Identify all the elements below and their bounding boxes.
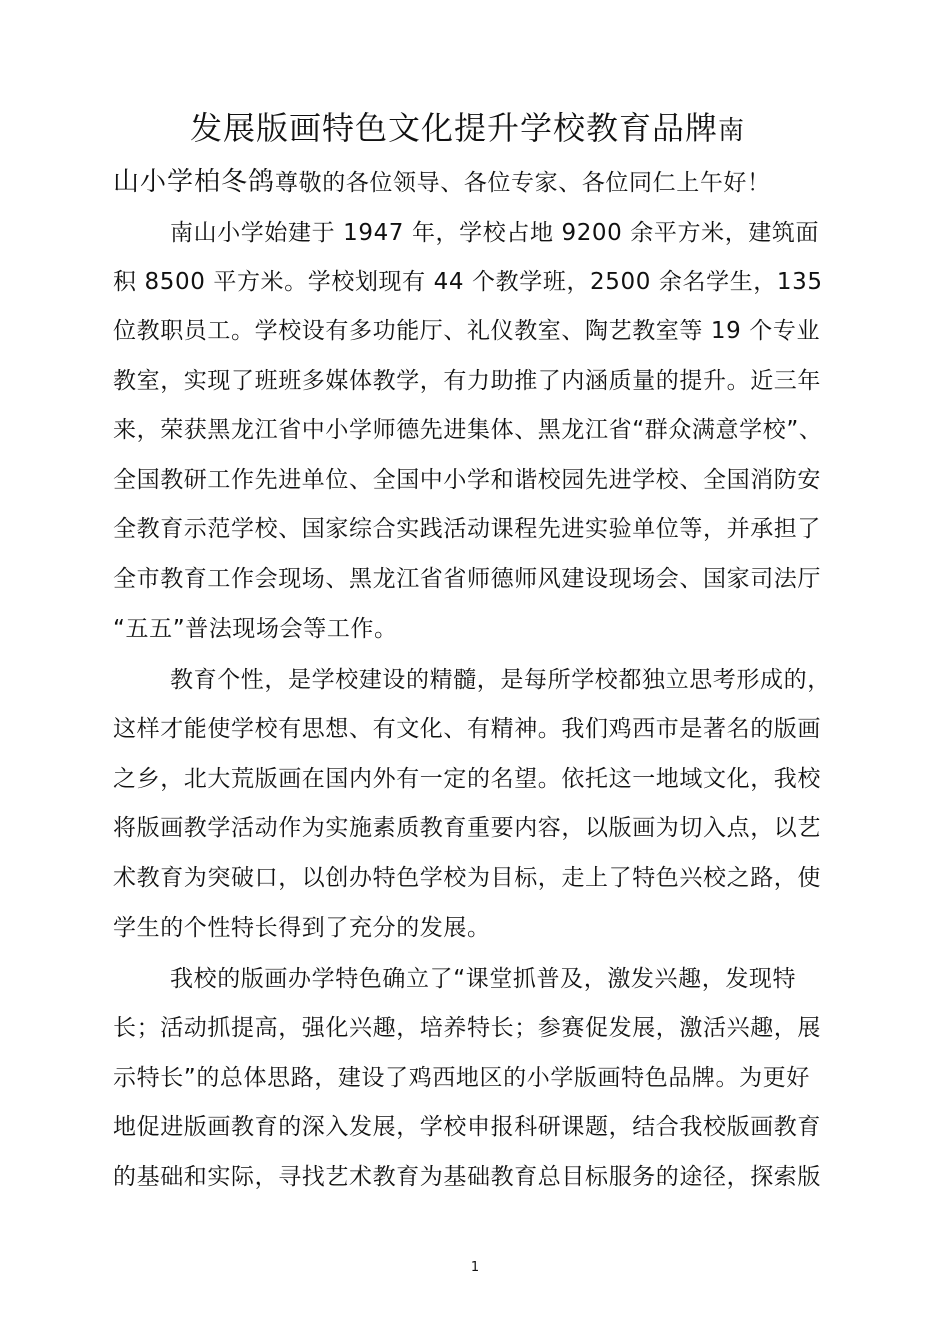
paragraph-3-line-2: 长；活动抓提高，强化兴趣，培养特长；参赛促发展，激活兴趣，展: [113, 1015, 821, 1041]
title-line-1: [190, 108, 930, 151]
paragraph-3-line-1: 我校的版画办学特色确立了“课堂抓普及，激发兴趣，发现特: [170, 966, 797, 992]
paragraph-3-line-3: 示特长”的总体思路，建设了鸡西地区的小学版画特色品牌。为更好: [113, 1065, 810, 1091]
greeting-text: 尊敬的各位领导、各位专家、各位同仁上午好！: [275, 170, 771, 196]
paragraph-3-line-5: 的基础和实际，寻找艺术教育为基础教育总目标服务的途径，探索版: [113, 1164, 821, 1190]
page-number: 1: [470, 1260, 480, 1275]
paragraph-1-line-5: 来，荣获黑龙江省中小学师德先进集体、黑龙江省“群众满意学校”、: [113, 417, 823, 443]
paragraph-2-line-5: 术教育为突破口，以创办特色学校为目标，走上了特色兴校之路，使: [113, 865, 821, 891]
paragraph-1-line-7: 全教育示范学校、国家综合实践活动课程先进实验单位等，并承担了: [113, 516, 821, 542]
paragraph-1-line-4: 教室，实现了班班多媒体教学，有力助推了内涵质量的提升。近三年: [113, 368, 821, 394]
paragraph-1-line-9: “五五”普法现场会等工作。: [113, 616, 398, 642]
title-line-2: [113, 167, 853, 198]
paragraph-2-line-3: 之乡，北大荒版画在国内外有一定的名望。依托这一地域文化，我校: [113, 766, 821, 792]
paragraph-2-line-1: 教育个性，是学校建设的精髓，是每所学校都独立思考形成的，: [170, 667, 831, 693]
paragraph-1-line-8: 全市教育工作会现场、黑龙江省省师德师风建设现场会、国家司法厅: [113, 566, 821, 592]
paragraph-1-line-6: 全国教研工作先进单位、全国中小学和谐校园先进学校、全国消防安: [113, 467, 821, 493]
paragraph-3-line-4: 地促进版画教育的深入发展，学校申报科研课题，结合我校版画教育: [113, 1114, 821, 1140]
paragraph-1-line-2: 积 8500 平方米。学校划现有 44 个教学班，2500 余名学生，135: [113, 269, 823, 295]
paragraph-1-line-1: 南山小学始建于 1947 年，学校占地 9200 余平方米，建筑面: [170, 220, 820, 246]
paragraph-2-line-2: 这样才能使学校有思想、有文化、有精神。我们鸡西市是著名的版画: [113, 716, 821, 742]
paragraph-2-line-6: 学生的个性特长得到了充分的发展。: [113, 915, 491, 941]
title-tail-char: 南: [718, 116, 746, 146]
author-name: 山小学柏冬鸽: [113, 167, 276, 197]
paragraph-1-line-3: 位教职员工。学校设有多功能厅、礼仪教室、陶艺教室等 19 个专业: [113, 318, 821, 344]
paragraph-2-line-4: 将版画教学活动作为实施素质教育重要内容，以版画为切入点，以艺: [113, 815, 821, 841]
document-title: 发展版画特色文化提升学校教育品牌: [190, 109, 719, 147]
